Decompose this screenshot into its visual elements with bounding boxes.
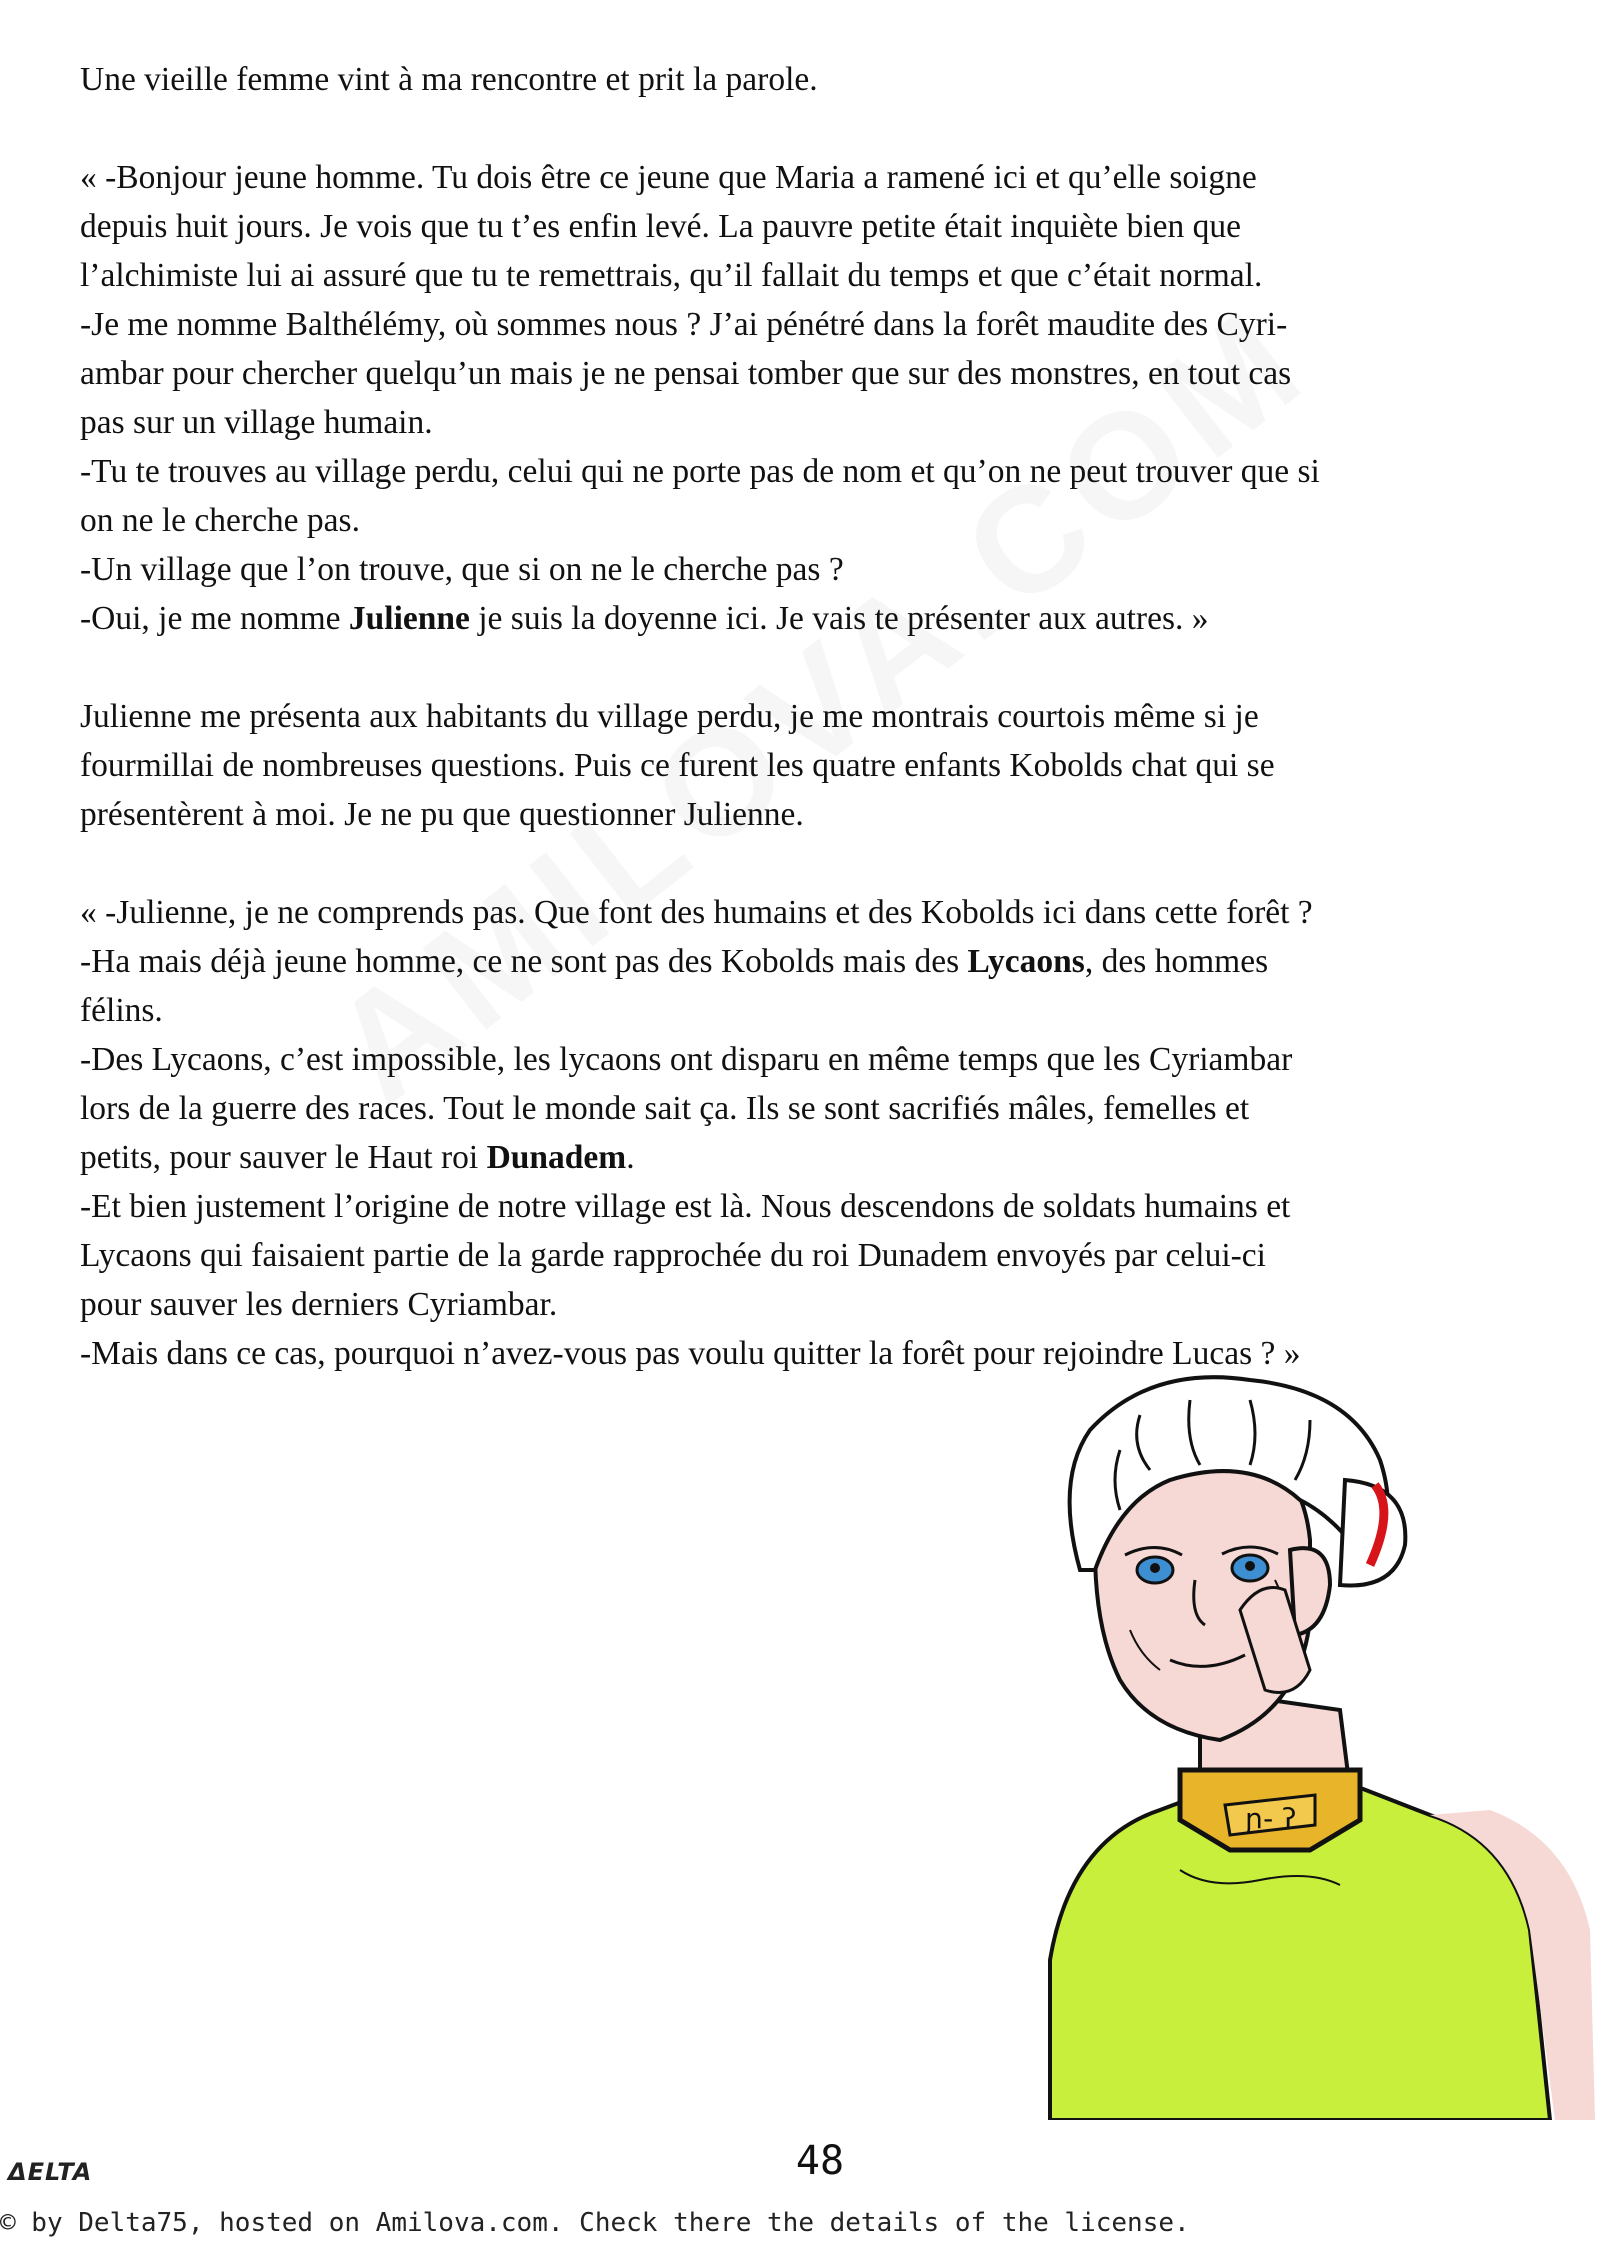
old-woman-illustration [1010,1370,1600,2120]
paragraph-2 [80,153,1580,643]
story-text [80,55,1580,1378]
text-line: lors de la guerre des races. Tout le monde sait ça. Ils se sont sacrifiés mâles, femelles et [80,1090,1250,1127]
text-line: pas sur un village humain. [80,404,433,441]
text-line: l’alchimiste lui ai assuré que tu te remettrais, qu’il fallait du temps et que c’était normal. [80,257,1263,294]
text-line: « -Julienne, je ne comprends pas. Que font des humains et des Kobolds ici dans cette forêt ? [80,894,1313,931]
paragraph-1: Une vieille femme vint à ma rencontre et prit la parole. [80,61,818,98]
text-line: petits, pour sauver le Haut roi Dunadem. [80,1139,635,1176]
text-line: -Oui, je me nomme Julienne je suis la doyenne ici. Je vais te présenter aux autres. » [80,600,1209,637]
text-line: -Et bien justement l’origine de notre village est là. Nous descendons de soldats humains et [80,1188,1291,1225]
text-line: Lycaons qui faisaient partie de la garde rapprochée du roi Dunadem envoyés par celui-ci [80,1237,1266,1274]
paragraph-4 [80,888,1580,1378]
text-line: -Mais dans ce cas, pourquoi n’avez-vous pas voulu quitter la forêt pour rejoindre Lucas ? » [80,1335,1301,1372]
pendant-glyphs: ɲ- ʔ [1245,1802,1297,1835]
page-number: 48 [795,2138,845,2184]
text-line: Julienne me présenta aux habitants du village perdu, je me montrais courtois même si je [80,698,1259,735]
paragraph-3 [80,692,1580,839]
text-line: « -Bonjour jeune homme. Tu dois être ce jeune que Maria a ramené ici et qu’elle soigne [80,159,1257,196]
text-line: ambar pour chercher quelqu’un mais je ne pensai tomber que sur des monstres, en tout cas [80,355,1292,392]
text-line: -Ha mais déjà jeune homme, ce ne sont pas des Kobolds mais des Lycaons, des hommes [80,943,1269,980]
text-line: on ne le cherche pas. [80,502,360,539]
text-line: présentèrent à moi. Je ne pu que questionner Julienne. [80,796,804,833]
text-line: -Je me nomme Balthélémy, où sommes nous ? J’ai pénétré dans la forêt maudite des Cyri- [80,306,1288,343]
text-line: fourmillai de nombreuses questions. Puis ce furent les quatre enfants Kobolds chat qui se [80,747,1275,784]
delta-logo: ΔELTA [8,2158,93,2186]
copyright-notice: © by Delta75, hosted on Amilova.com. Check there the details of the license. [0,2208,1190,2238]
text-line: félins. [80,992,163,1029]
text-line: -Tu te trouves au village perdu, celui qui ne porte pas de nom et qu’on ne peut trouver que si [80,453,1320,490]
name-lycaons: Lycaons [967,943,1085,980]
text-line: pour sauver les derniers Cyriambar. [80,1286,558,1323]
text-line: -Des Lycaons, c’est impossible, les lycaons ont disparu en même temps que les Cyriambar [80,1041,1293,1078]
text-line: depuis huit jours. Je vois que tu t’es enfin levé. La pauvre petite était inquiète bien que [80,208,1242,245]
text-line: -Un village que l’on trouve, que si on ne le cherche pas ? [80,551,844,588]
name-dunadem: Dunadem [486,1139,627,1176]
name-julienne: Julienne [348,600,470,637]
